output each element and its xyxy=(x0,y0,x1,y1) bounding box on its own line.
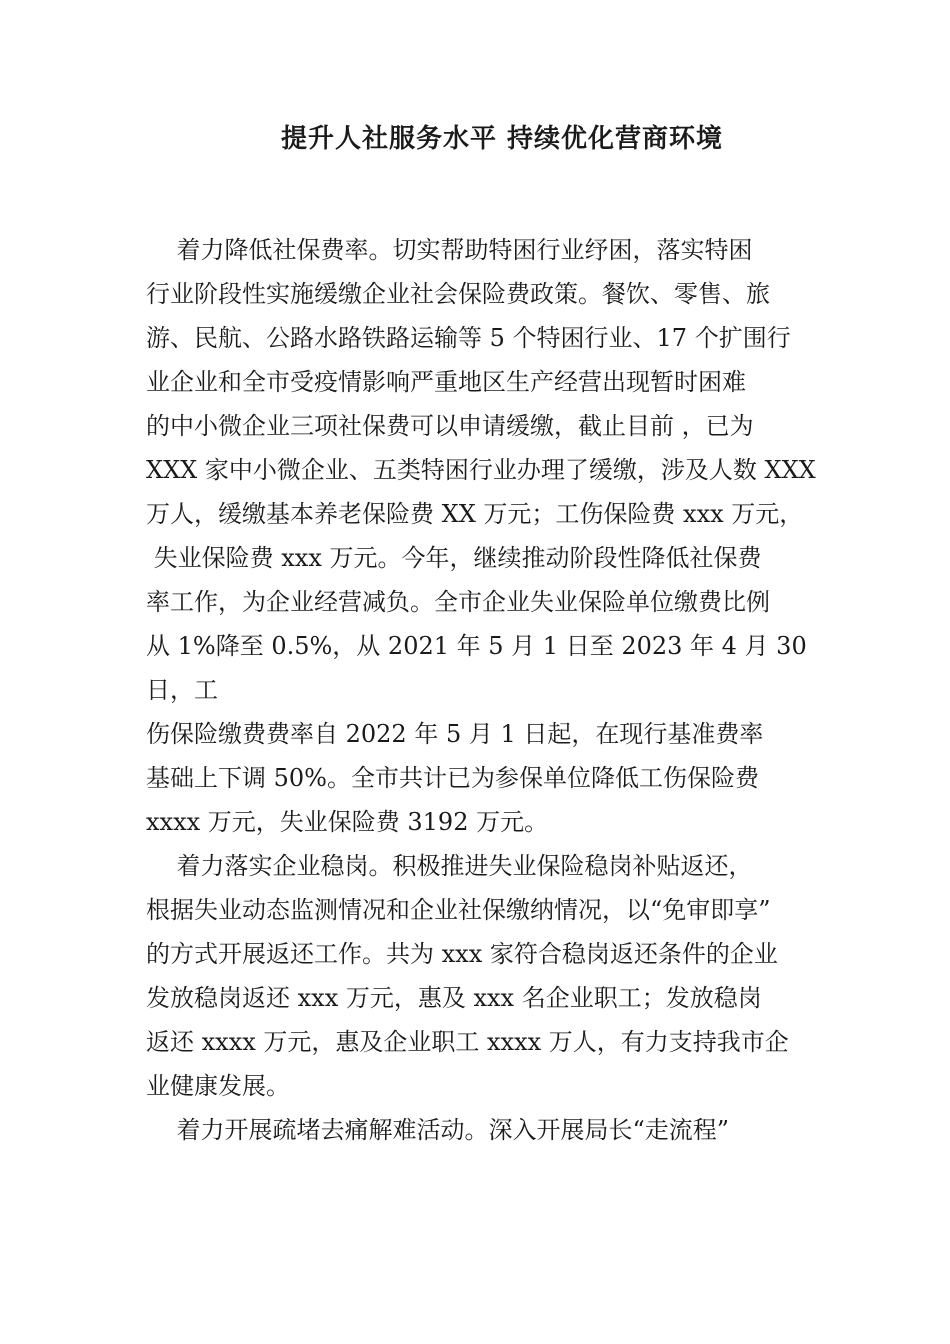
text-line: xxxx 万元，失业保险费 3192 万元。 xyxy=(146,808,549,836)
text-line: 的方式开展返还工作。共为 xxx 家符合稳岗返还条件的企业 xyxy=(146,940,778,968)
text-line: 着力落实企业稳岗。积极推进失业保险稳岗补贴返还， xyxy=(146,852,753,880)
text-line: 日，工 xyxy=(146,676,218,704)
text-line: 着力开展疏堵去痛解难活动。深入开展局长“走流程” xyxy=(146,1116,730,1144)
text-line: 伤保险缴费费率自 2022 年 5 月 1 日起，在现行基准费率 xyxy=(146,720,764,748)
text-line: 的中小微企业三项社保费可以申请缓缴，截止目前 ，已为 xyxy=(146,412,754,440)
text-line: 基础上下调 50%。全市共计已为参保单位降低工伤保险费 xyxy=(146,764,759,792)
text-line: 业健康发展。 xyxy=(146,1072,290,1100)
text-line: 率工作，为企业经营减负。全市企业失业保险单位缴费比例 xyxy=(146,588,770,616)
text-line: 失业保险费 xxx 万元。今年，继续推动阶段性降低社保费 xyxy=(146,544,762,572)
text-line: 从 1%降至 0.5%，从 2021 年 5 月 1 日至 2023 年 4 月 30 xyxy=(146,632,807,660)
text-line: 着力降低社保费率。切实帮助特困行业纾困，落实特困 xyxy=(146,236,753,264)
text-line: 游、民航、公路水路铁路运输等 5 个特困行业、17 个扩围行 xyxy=(146,324,791,352)
text-line: 业企业和全市受疫情影响严重地区生产经营出现暂时困难 xyxy=(146,368,746,396)
text-line: 发放稳岗返还 xxx 万元，惠及 xxx 名企业职工；发放稳岗 xyxy=(146,984,762,1012)
text-line: 返还 xxxx 万元，惠及企业职工 xxxx 万人，有力支持我市企 xyxy=(146,1028,789,1056)
text-line: 根据失业动态监测情况和企业社保缴纳情况，以“免审即享” xyxy=(146,896,771,924)
document-title: 提升人社服务水平 持续优化营商环境 xyxy=(280,124,724,154)
document-body xyxy=(146,228,816,1152)
text-line: XXX 家中小微企业、五类特困行业办理了缓缴，涉及人数 XXX xyxy=(146,456,816,484)
text-line: 行业阶段性实施缓缴企业社会保险费政策。餐饮、零售、旅 xyxy=(146,280,770,308)
text-line: 万人，缓缴基本养老保险费 XX 万元；工伤保险费 xxx 万元， xyxy=(146,500,804,528)
